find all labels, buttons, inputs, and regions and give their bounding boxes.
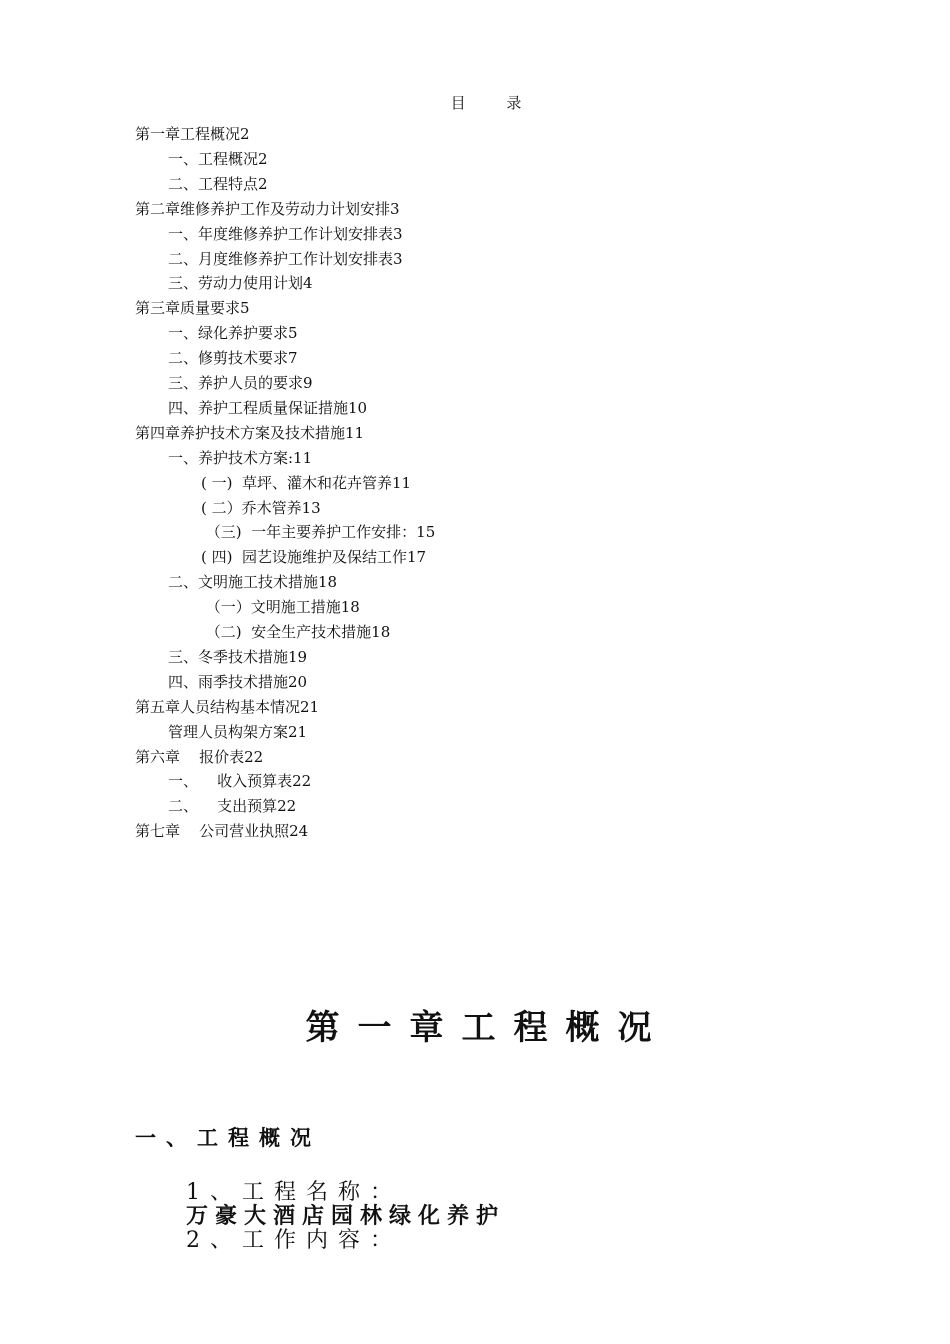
toc-entry[interactable]: 管理人员构架方案21	[168, 722, 308, 741]
toc-title: 目 录	[450, 94, 540, 112]
item1-value: 万豪大酒店园林绿化养护	[186, 1203, 506, 1229]
toc-entry[interactable]: 第三章质量要求5	[135, 299, 250, 318]
toc-entry[interactable]: 一、工程概况2	[168, 149, 268, 168]
toc-entry[interactable]: 一、年度维修养护工作计划安排表3	[168, 224, 403, 243]
toc-entry[interactable]: 第二章维修养护工作及劳动力计划安排3	[135, 199, 400, 218]
item1-label: 1、工程名称：	[186, 1180, 402, 1205]
toc-entry[interactable]: ( 四) 园艺设施维护及保结工作17	[201, 548, 427, 567]
toc-entry[interactable]: （三) 一年主要养护工作安排：15	[201, 523, 436, 542]
toc-entry[interactable]: 四、雨季技术措施20	[168, 672, 308, 691]
toc-entry[interactable]: 三、劳动力使用计划4	[168, 274, 313, 293]
toc-entry[interactable]: （二) 安全生产技术措施18	[201, 623, 391, 641]
chapter-heading: 第一章工程概况	[305, 1008, 670, 1048]
toc-entry[interactable]: 第一章工程概况2	[135, 125, 250, 143]
toc-entry[interactable]: 四、养护工程质量保证措施10	[168, 398, 368, 417]
toc-entry[interactable]: 三、冬季技术措施19	[168, 647, 308, 666]
toc-entry[interactable]: 二、 支出预算22	[168, 797, 297, 816]
toc-entry[interactable]: 第六章 报价表22	[135, 747, 264, 766]
toc-entry[interactable]: 三、养护人员的要求9	[168, 374, 313, 392]
toc-entry[interactable]: ( 二）乔木管养13	[201, 498, 321, 517]
toc-entry[interactable]: ( 一) 草坪、灌木和花卉管养11	[201, 473, 412, 492]
section-heading: 一、工程概况	[135, 1125, 321, 1150]
toc-entry[interactable]: 二、工程特点2	[168, 174, 268, 193]
toc-entry[interactable]: 二、文明施工技术措施18	[168, 573, 338, 592]
toc-entry[interactable]: 第七章 公司营业执照24	[135, 822, 309, 841]
toc-entry[interactable]: （一）文明施工措施18	[201, 598, 360, 617]
item2-label: 2、工作内容：	[186, 1228, 402, 1253]
toc-entry[interactable]: 第五章人员结构基本情况21	[135, 697, 320, 716]
toc-entry[interactable]: 二、月度维修养护工作计划安排表3	[168, 249, 403, 268]
toc-entry[interactable]: 二、修剪技术要求7	[168, 349, 298, 368]
toc-entry[interactable]: 一、养护技术方案:11	[168, 448, 313, 467]
toc-entry[interactable]: 第四章养护技术方案及技术措施11	[135, 423, 365, 442]
toc-entry[interactable]: 一、绿化养护要求5	[168, 324, 298, 343]
toc-entry[interactable]: 一、 收入预算表22	[168, 772, 312, 791]
